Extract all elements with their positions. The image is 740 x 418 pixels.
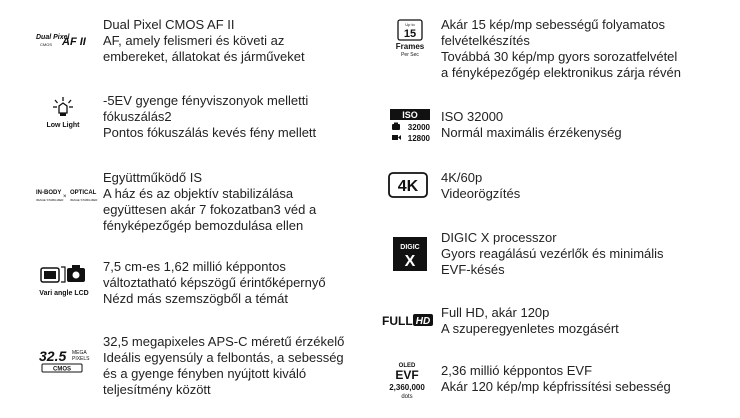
feature-line: Normál maximális érzékenység <box>441 125 622 140</box>
feature-digic-text <box>441 230 664 278</box>
feature-full-hd-text <box>441 305 619 337</box>
icon-text-mega: MEGA <box>72 350 87 356</box>
icon-text-hd: HD <box>415 316 431 327</box>
feature-line: teljesítmény között <box>103 382 211 397</box>
feature-title: DIGIC X processzor <box>441 230 557 245</box>
feature-title: Dual Pixel CMOS AF II <box>103 17 235 32</box>
feature-line: Továbbá 30 kép/mp gyors sorozatfelvétel <box>441 49 678 64</box>
feature-frames-text <box>441 17 681 81</box>
oled-evf-icon <box>382 360 432 402</box>
icon-text-evf: EVF <box>395 368 419 382</box>
feature-line: A szuperegyenletes mozgásért <box>441 321 619 336</box>
icon-text-oled: OLED <box>398 363 416 369</box>
icon-text-dots: dots <box>401 394 413 400</box>
dual-pixel-cmos-af-ii-icon <box>30 24 92 58</box>
feature-line: fényképezőgép bemozdulása ellen <box>103 218 304 233</box>
feature-line: változtatható képszögű érintőképernyő <box>103 275 326 290</box>
icon-text-frames: Frames <box>395 42 425 51</box>
feature-title: Akár 15 kép/mp sebességű folyamatos <box>441 17 666 32</box>
icon-text-in-body: IN-BODY <box>36 190 62 196</box>
icon-text-cmos: CMOS <box>40 42 52 47</box>
feature-line: fókuszálás2 <box>103 109 172 124</box>
icon-text-vari-angle: Vari angle LCD <box>39 290 89 297</box>
feature-title: Full HD, akár 120p <box>441 305 550 320</box>
feature-title: ISO 32000 <box>441 109 504 124</box>
feature-line: és a gyenge fényben nyújtott kiváló <box>103 366 307 381</box>
icon-text-digic: DIGIC <box>400 244 420 251</box>
feature-4k-text <box>441 170 520 202</box>
icon-text-32-5: 32.5 <box>39 348 67 364</box>
feature-title: 7,5 cm-es 1,62 millió képpontos <box>103 259 286 274</box>
svg-text:×: × <box>63 194 67 200</box>
feature-vari-angle-text <box>103 259 326 307</box>
feature-title: 4K/60p <box>441 170 483 185</box>
feature-dual-pixel-text <box>103 17 305 65</box>
icon-text-pixels: PIXELS <box>72 356 90 362</box>
feature-line: Nézd más szemszögből a témát <box>103 291 288 306</box>
icon-text-image-stabilizer: IMAGE STABILIZER <box>36 198 64 202</box>
feature-megapixels-text <box>103 334 344 398</box>
feature-is-text <box>103 170 316 234</box>
feature-evf-text <box>441 363 671 395</box>
digic-x-icon <box>392 236 428 272</box>
vari-angle-lcd-icon <box>36 262 92 300</box>
icon-text-dual-pixel: Dual Pixel <box>36 34 70 41</box>
icon-text-image-stabilizer-2: IMAGE STABILIZER <box>70 198 98 202</box>
icon-text-iso-12800: 12800 <box>407 134 430 143</box>
frames-per-sec-icon <box>388 18 432 60</box>
feature-line: A ház és az objektív stabilizálása <box>103 186 294 201</box>
feature-title: Együttműködő IS <box>103 170 202 185</box>
feature-line: embereket, állatokat és járműveket <box>103 49 305 64</box>
icon-text-iso-32000: 32000 <box>407 123 430 132</box>
icon-text-per-sec: Per Sec <box>401 52 419 58</box>
iso-icon <box>384 107 436 145</box>
4k-icon <box>388 172 428 198</box>
icon-text-optical: OPTICAL <box>70 190 97 196</box>
feature-line: Akár 120 kép/mp képfrissítési sebesség <box>441 379 671 394</box>
feature-line: együttesen akár 7 fokozatban3 véd a <box>103 202 317 217</box>
feature-line: AF, amely felismeri és követi az <box>103 33 285 48</box>
feature-title: -5EV gyenge fényviszonyok melletti <box>103 93 309 108</box>
feature-line: Gyors reagálású vezérlők és minimális <box>441 246 664 261</box>
feature-low-light-text <box>103 93 316 141</box>
icon-text-x: X <box>404 253 416 270</box>
feature-line: Pontos fókuszálás kevés fény mellett <box>103 125 317 140</box>
icon-text-af-ii: AF II <box>62 36 86 48</box>
icon-text-iso: ISO <box>402 110 418 120</box>
in-body-optical-stabilizer-icon <box>34 184 98 210</box>
icon-text-low-light: Low Light <box>46 122 80 129</box>
feature-line: a fényképezőgép elektronikus zárja révén <box>441 65 681 80</box>
feature-line: Ideális egyensúly a felbontás, a sebesség <box>103 350 344 365</box>
full-hd-icon <box>380 310 436 330</box>
low-light-icon <box>40 95 86 131</box>
icon-text-2360000: 2,360,000 <box>389 383 425 392</box>
icon-text-up-to: Up to <box>405 22 415 27</box>
feature-line: EVF-késés <box>441 262 505 277</box>
feature-iso-text <box>441 109 622 141</box>
feature-title: 32,5 megapixeles APS-C méretű érzékelő <box>103 334 345 349</box>
feature-line: felvételkészítés <box>441 33 530 48</box>
icon-text-4k: 4K <box>397 178 419 195</box>
icon-text-15: 15 <box>403 28 417 40</box>
feature-line: Videorögzítés <box>441 186 521 201</box>
icon-text-full: FULL <box>382 314 413 328</box>
icon-text-cmos-badge: CMOS <box>53 366 71 373</box>
megapixels-cmos-icon <box>36 344 90 376</box>
feature-title: 2,36 millió képpontos EVF <box>441 363 593 378</box>
